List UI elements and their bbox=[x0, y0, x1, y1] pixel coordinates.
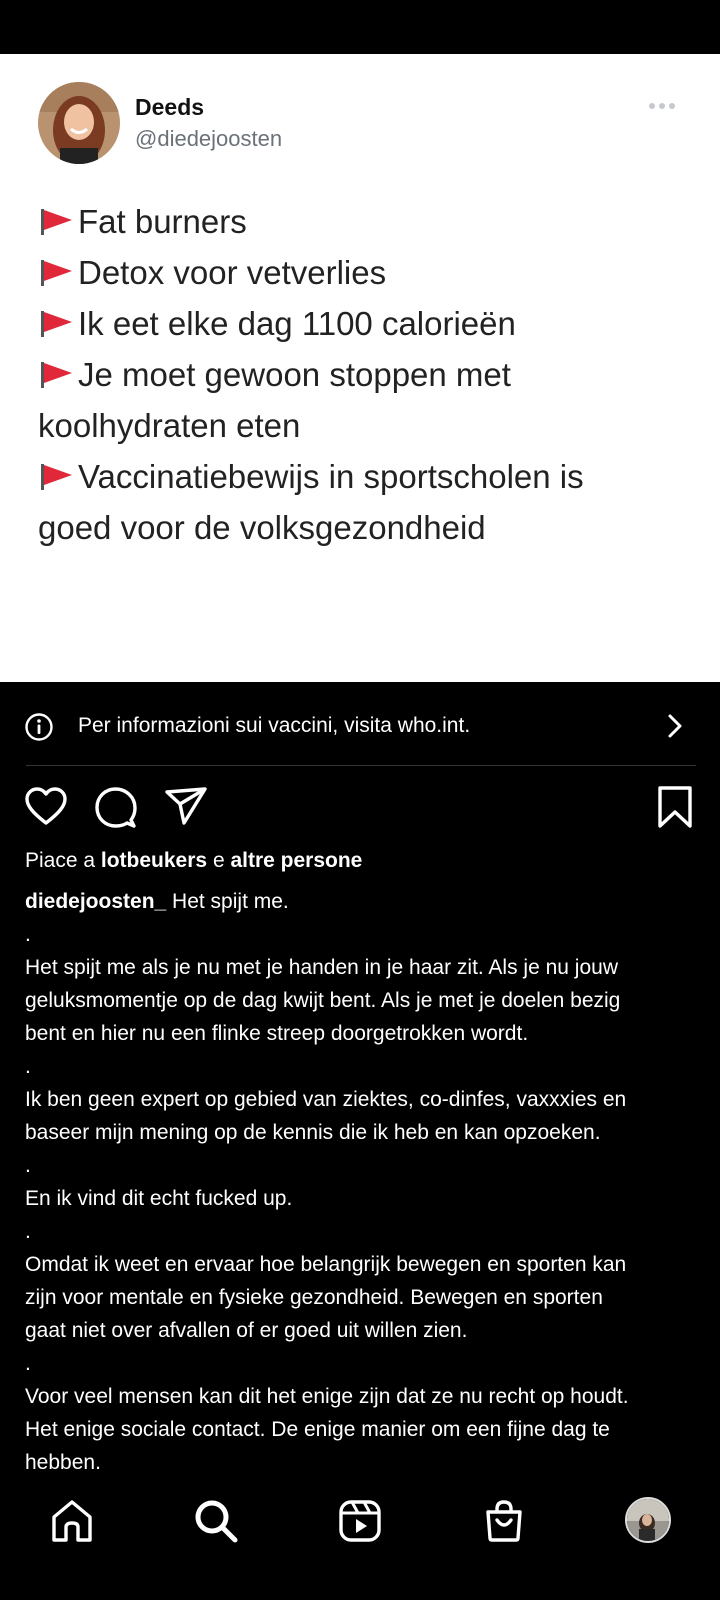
red-flag-icon bbox=[38, 359, 74, 389]
caption-line: Het enige sociale contact. De enige manier om een fijne dag te bbox=[25, 1418, 610, 1441]
tweet-author-name: Deeds bbox=[135, 94, 205, 120]
tweet-author-avatar bbox=[38, 82, 120, 164]
vaccine-info-text: Per informazioni sui vaccini, visita who.int. bbox=[78, 714, 471, 737]
caption-line: hebben. bbox=[25, 1451, 101, 1474]
shop-icon[interactable] bbox=[481, 1498, 527, 1544]
caption-line: Het spijt me als je nu met je handen in je haar zit. Als je nu jouw bbox=[25, 956, 618, 979]
likes-others-link[interactable]: altre persone bbox=[230, 849, 363, 872]
home-icon[interactable] bbox=[49, 1498, 95, 1544]
caption-line: . bbox=[25, 1220, 31, 1243]
caption-line: Ik ben geen expert op gebied van ziektes, co-dinfes, vaxxxies en bbox=[25, 1088, 627, 1111]
caption-line: . bbox=[25, 1352, 31, 1375]
red-flag-icon bbox=[38, 461, 74, 491]
caption-username[interactable]: diedejoosten_ bbox=[25, 890, 167, 913]
caption-line: Voor veel mensen kan dit het enige zijn dat ze nu recht op houdt. bbox=[25, 1385, 629, 1408]
caption-line: baseer mijn mening op de kennis die ik heb en kan opzoeken. bbox=[25, 1121, 601, 1144]
share-icon[interactable] bbox=[163, 784, 209, 830]
tweet-line: Ik eet elke dag 1100 calorieën bbox=[38, 298, 698, 349]
info-icon bbox=[24, 712, 54, 742]
caption-line: bent en hier nu een flinke streep doorgetrokken wordt. bbox=[25, 1022, 529, 1045]
comment-icon[interactable] bbox=[93, 785, 139, 831]
search-icon[interactable] bbox=[193, 1498, 239, 1544]
heart-icon[interactable] bbox=[23, 784, 69, 830]
more-options-icon bbox=[648, 96, 676, 116]
caption-line: zijn voor mentale en fysieke gezondheid. Bewegen en sporten bbox=[25, 1286, 603, 1309]
reels-icon[interactable] bbox=[337, 1498, 383, 1544]
caption-line: geluksmomentje op de dag kwijt bent. Als je met je doelen bezig bbox=[25, 989, 621, 1012]
bottom-navigation bbox=[0, 1475, 720, 1600]
profile-avatar[interactable] bbox=[625, 1497, 671, 1543]
bookmark-icon[interactable] bbox=[652, 784, 698, 830]
tweet-text bbox=[38, 196, 698, 553]
red-flag-icon bbox=[38, 206, 74, 236]
caption-line: Omdat ik weet en ervaar hoe belangrijk bewegen en sporten kan bbox=[25, 1253, 627, 1276]
tweet-line: Fat burners bbox=[38, 196, 698, 247]
red-flag-icon bbox=[38, 257, 74, 287]
likes-summary[interactable]: Piace a lotbeukers e altre persone bbox=[25, 849, 363, 872]
red-flag-icon bbox=[38, 308, 74, 338]
caption-line: . bbox=[25, 1154, 31, 1177]
tweet-line: Je moet gewoon stoppen met bbox=[38, 349, 698, 400]
status-bar bbox=[0, 0, 720, 54]
caption-line: . bbox=[25, 923, 31, 946]
post-caption bbox=[25, 885, 705, 1479]
tweet-line: Detox voor vetverlies bbox=[38, 247, 698, 298]
divider bbox=[26, 765, 696, 766]
caption-line: En ik vind dit echt fucked up. bbox=[25, 1187, 293, 1210]
tweet-author-handle: @diedejoosten bbox=[135, 126, 283, 151]
post-image[interactable] bbox=[0, 54, 720, 682]
caption-line: . bbox=[25, 1055, 31, 1078]
tweet-line: koolhydraten eten bbox=[38, 407, 301, 444]
tweet-line: goed voor de volksgezondheid bbox=[38, 509, 486, 546]
caption-first-line: diedejoosten_ Het spijt me. bbox=[25, 890, 289, 913]
chevron-right-icon bbox=[666, 713, 684, 739]
liker-username[interactable]: lotbeukers bbox=[100, 849, 208, 872]
tweet-line: Vaccinatiebewijs in sportscholen is bbox=[38, 451, 698, 502]
caption-line: gaat niet over afvallen of er goed uit willen zien. bbox=[25, 1319, 468, 1342]
vaccine-info-banner[interactable] bbox=[0, 682, 720, 766]
